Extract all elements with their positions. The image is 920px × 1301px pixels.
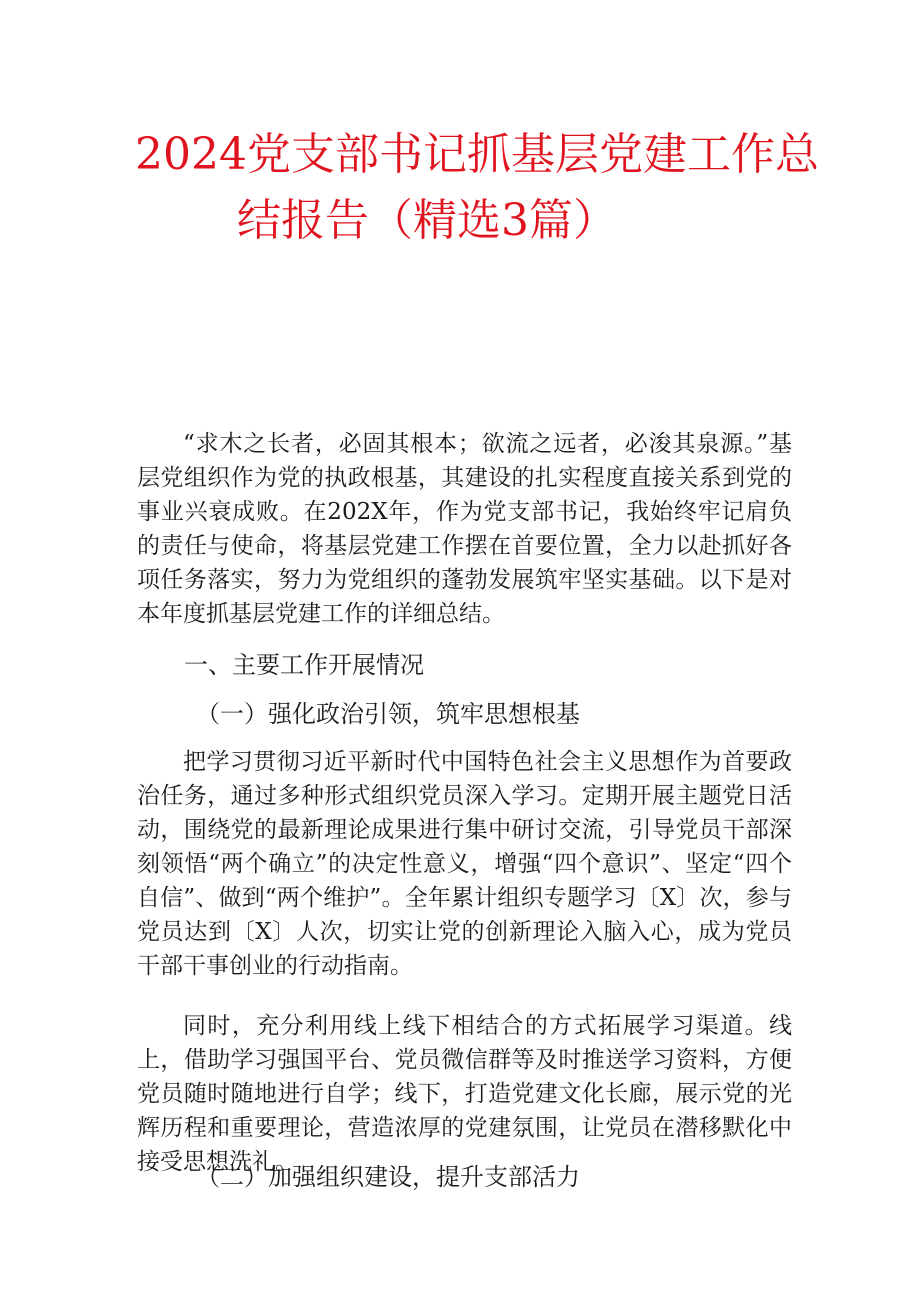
subsection-heading-political-guidance: （一）强化政治引领，筑牢思想根基 [196,700,580,728]
intro-paragraph: “求木之长者，必固其根本；欲流之远者，必浚其泉源。”基层党组织作为党的执政根基，其建设的扎实程度直接关系到党的事业兴衰成败。在202X年，作为党支部书记，我始终牢记肩负的责任与使命，将基层党建工作摆在首要位置，全力以赴抓好各项任务落实，努力为党组织的蓬勃发展筑牢坚实基础。以下是对本年度抓基层党建工作的详细总结。 [137,431,792,627]
subsection-heading-organization: （二）加强组织建设，提升支部活力 [196,1163,580,1191]
document-title [0,122,920,254]
title-line-1: 2024党支部书记抓基层党建工作总 [135,129,819,180]
section-heading-main-work: 一、主要工作开展情况 [184,651,424,679]
body-paragraph-study: 把学习贯彻习近平新时代中国特色社会主义思想作为首要政治任务，通过多种形式组织党员深入学习。定期开展主题党日活动，围绕党的最新理论成果进行集中研讨交流，引导党员干部深刻领悟“两个确立”的决定性意义，增强“四个意识”、坚定“四个自信”、做到“两个维护”。全年累计组织专题学习〔X〕次，参与党员达到〔X〕人次，切实让党的创新理论入脑入心，成为党员干部干事创业的行动指南。 [137,749,792,979]
title-line-2: 结报告（精选3篇） [237,195,617,246]
body-paragraph-channels: 同时，充分利用线上线下相结合的方式拓展学习渠道。线上，借助学习强国平台、党员微信群等及时推送学习资料，方便党员随时随地进行自学；线下，打造党建文化长廊，展示党的光辉历程和重要理论，营造浓厚的党建氛围，让党员在潜移默化中接受思想洗礼。 [137,1013,792,1175]
